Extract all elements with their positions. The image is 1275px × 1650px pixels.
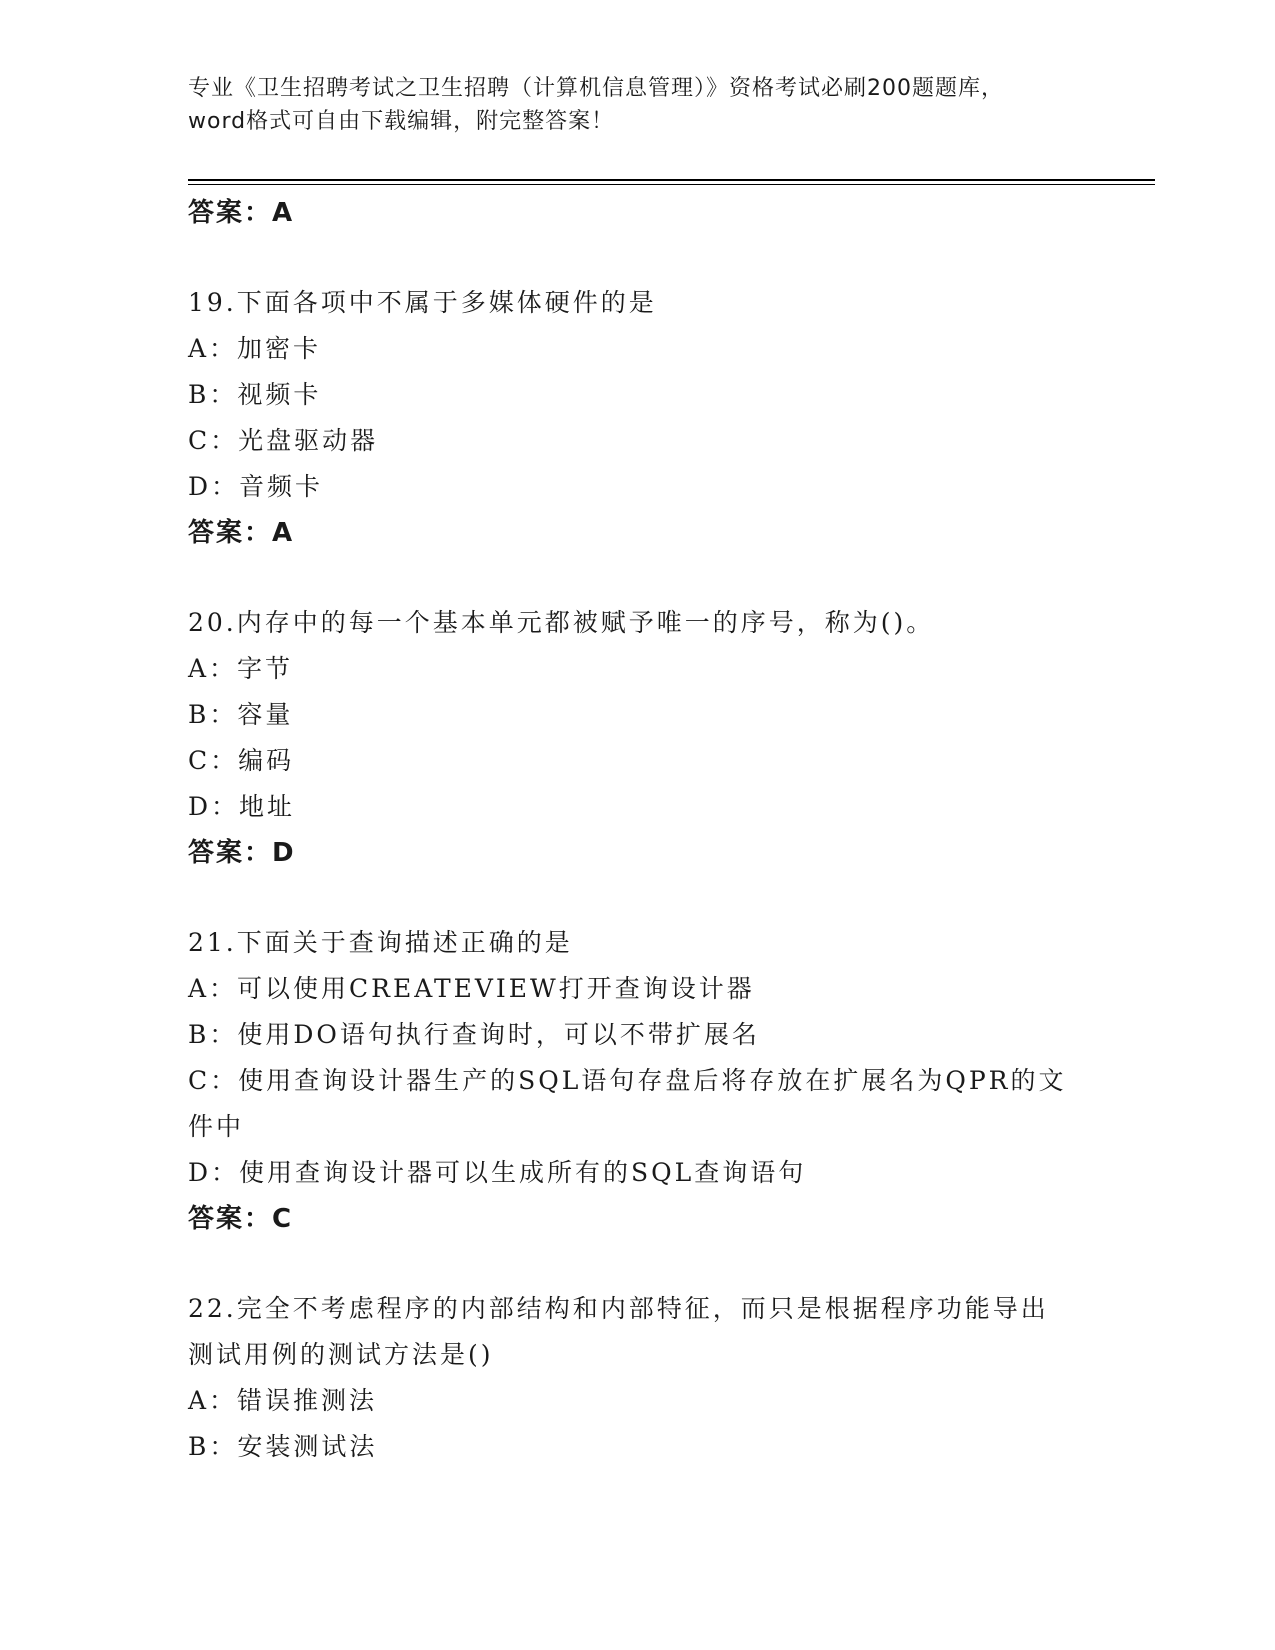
previous-answer: 答案：A (188, 198, 295, 228)
question-answer: 答案：A (188, 518, 295, 548)
option-c: C：使用查询设计器生产的SQL语句存盘后将存放在扩展名为QPR的文 (188, 1066, 1067, 1095)
option-a: A：可以使用CREATEVIEW打开查询设计器 (188, 974, 755, 1003)
spacer (188, 236, 1088, 280)
question-stem: 21.下面关于查询描述正确的是 (188, 928, 573, 957)
option-b: B：安装测试法 (188, 1432, 378, 1461)
document-header (188, 72, 1088, 138)
spacer (188, 876, 1088, 920)
option-a: A：字节 (188, 654, 294, 683)
header-line-1: 专业《卫生招聘考试之卫生招聘（计算机信息管理）》资格考试必刷200题题库， (188, 76, 1004, 101)
spacer (188, 556, 1088, 600)
question-22 (188, 1286, 1088, 1470)
question-stem: 19.下面各项中不属于多媒体硬件的是 (188, 288, 657, 317)
option-d: D：音频卡 (188, 472, 324, 501)
question-21 (188, 920, 1088, 1242)
option-d: D：使用查询设计器可以生成所有的SQL查询语句 (188, 1158, 807, 1187)
question-answer: 答案：D (188, 838, 296, 868)
question-19 (188, 280, 1088, 556)
option-b: B：容量 (188, 700, 294, 729)
option-a: A：错误推测法 (188, 1386, 378, 1415)
spacer (188, 1242, 1088, 1286)
option-c: C：光盘驱动器 (188, 426, 379, 455)
option-c: C：编码 (188, 746, 295, 775)
header-rule-thin (188, 184, 1155, 185)
option-d: D：地址 (188, 792, 296, 821)
question-answer: 答案：C (188, 1204, 294, 1234)
header-line-2: word格式可自由下载编辑，附完整答案！ (188, 109, 615, 134)
option-b: B：使用DO语句执行查询时，可以不带扩展名 (188, 1020, 760, 1049)
option-a: A：加密卡 (188, 334, 322, 363)
question-stem: 20.内存中的每一个基本单元都被赋予唯一的序号，称为()。 (188, 608, 935, 637)
question-stem-continued: 测试用例的测试方法是() (188, 1340, 494, 1369)
option-c-continued: 件中 (188, 1112, 245, 1141)
header-rule-thick (188, 179, 1155, 181)
question-stem: 22.完全不考虑程序的内部结构和内部特征，而只是根据程序功能导出 (188, 1294, 1049, 1323)
question-20 (188, 600, 1088, 876)
question-list (188, 190, 1088, 1470)
option-b: B：视频卡 (188, 380, 322, 409)
